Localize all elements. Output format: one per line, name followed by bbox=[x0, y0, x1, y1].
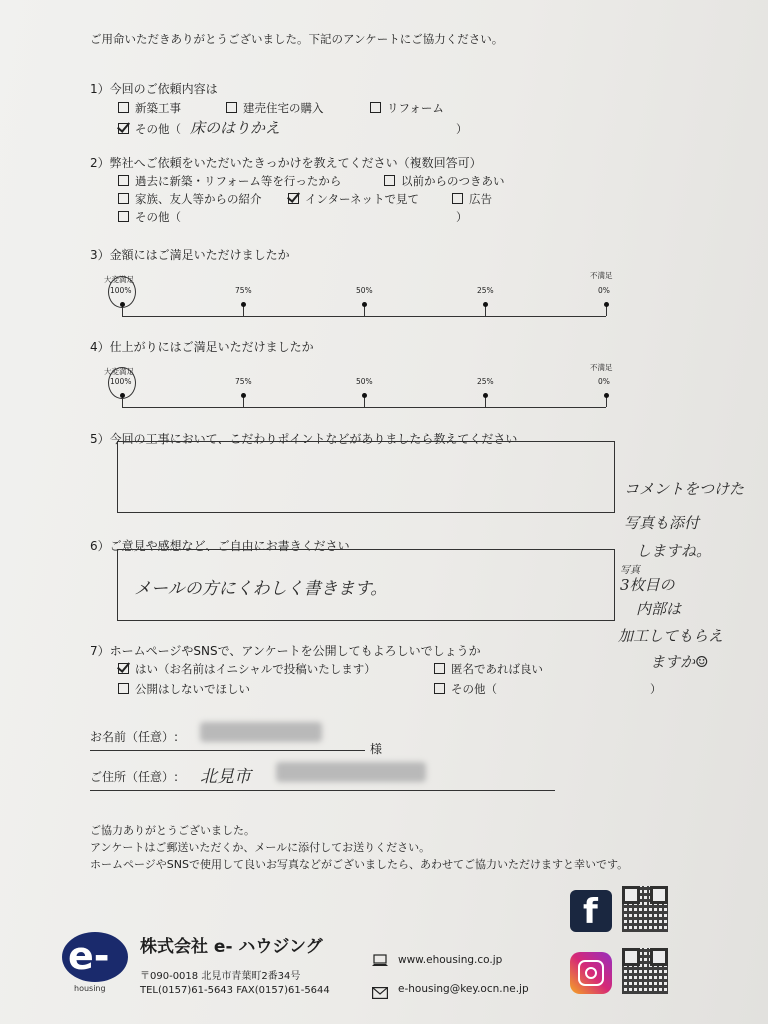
q5-answer-box[interactable] bbox=[117, 441, 615, 513]
q4-scale-line bbox=[122, 407, 606, 408]
company-website[interactable]: www.ehousing.co.jp bbox=[398, 954, 503, 966]
thanks-line-3: ホームページやSNSで使用して良いお写真などがございましたら、あわせてご協力いただけますと幸いです。 bbox=[90, 858, 629, 871]
side-note-line-1: コメントをつけた bbox=[624, 480, 745, 498]
instagram-icon[interactable] bbox=[570, 952, 612, 994]
side-note-line-7: 加工してもらえ bbox=[618, 627, 724, 645]
q4-title: 4）仕上がりにはご満足いただけましたか bbox=[90, 340, 314, 354]
q5-title: 5）今回の工事において、こだわりポイントなどがありましたら教えてください bbox=[90, 432, 518, 446]
q3-top-right: 不満足 bbox=[590, 271, 613, 280]
address-handwritten: 北見市 bbox=[200, 767, 251, 787]
logo-letter: e- bbox=[68, 934, 110, 978]
company-address: 〒090-0018 北見市青葉町2番34号 bbox=[140, 971, 301, 982]
name-redacted bbox=[200, 722, 322, 742]
q2-checkbox-5[interactable] bbox=[118, 211, 129, 222]
name-label: お名前（任意）: bbox=[90, 730, 179, 744]
q7-checkbox-3[interactable] bbox=[434, 683, 445, 694]
name-suffix: 様 bbox=[370, 742, 383, 756]
q1-title: 1）今回のご依頼内容は bbox=[90, 82, 218, 96]
side-note-line-2: 写真も添付 bbox=[624, 514, 700, 532]
thanks-line-2: アンケートはご郵送いただくか、メールに添付してお送りください。 bbox=[90, 841, 431, 854]
q7-checkbox-1[interactable] bbox=[434, 663, 445, 674]
q2-option-referral[interactable]: 家族、友人等からの紹介 bbox=[118, 192, 262, 206]
q4-selection-circle bbox=[108, 367, 136, 399]
envelope-icon bbox=[372, 984, 388, 996]
intro-text: ご用命いただきありがとうございました。下記のアンケートにご協力ください。 bbox=[90, 32, 504, 46]
q7-checkbox-2[interactable] bbox=[118, 683, 129, 694]
q2-checkbox-3[interactable] bbox=[288, 193, 299, 204]
logo-sub: housing bbox=[74, 984, 106, 993]
facebook-qr-code bbox=[622, 886, 668, 932]
q2-checkbox-0[interactable] bbox=[118, 175, 129, 186]
q1-checkbox-1[interactable] bbox=[226, 102, 237, 113]
company-email[interactable]: e-housing@key.ocn.ne.jp bbox=[398, 983, 529, 995]
q1-option-ready-built[interactable]: 建売住宅の購入 bbox=[226, 101, 324, 115]
thanks-line-1: ご協力ありがとうございました。 bbox=[90, 824, 255, 837]
q2-checkbox-2[interactable] bbox=[118, 193, 129, 204]
q3-tick-label-2: 50% bbox=[356, 286, 373, 295]
side-note-line-4: 写真 bbox=[620, 565, 640, 576]
q6-handwritten: メールの方にくわしく書きます。 bbox=[134, 579, 388, 599]
q3-selection-circle bbox=[108, 276, 136, 308]
q2-option-internet[interactable]: インターネットで見て bbox=[288, 192, 419, 206]
side-note-line-3: しますね。 bbox=[636, 542, 712, 560]
q6-title: 6）ご意見や感想など、ご自由にお書きください bbox=[90, 539, 350, 553]
name-underline bbox=[90, 750, 365, 751]
q1-checkbox-0[interactable] bbox=[118, 102, 129, 113]
side-note-line-8: ますか☺ bbox=[650, 653, 709, 671]
q2-other-close: ） bbox=[456, 210, 468, 224]
q3-tick-dot-4 bbox=[604, 302, 609, 307]
q2-option-ad[interactable]: 広告 bbox=[452, 192, 492, 206]
q4-tick-label-4: 0% bbox=[598, 377, 610, 386]
facebook-icon[interactable]: f bbox=[570, 890, 612, 932]
q3-scale-line bbox=[122, 316, 606, 317]
q7-option-no[interactable]: 公開はしないでほしい bbox=[118, 682, 250, 696]
company-tel-fax: TEL(0157)61-5643 FAX(0157)61-5644 bbox=[140, 985, 330, 996]
q3-tick-dot-3 bbox=[483, 302, 488, 307]
q1-option-reform[interactable]: リフォーム bbox=[370, 101, 444, 115]
q1-handwritten-other: 床のはりかえ bbox=[190, 119, 281, 137]
q2-option-other[interactable]: その他（ bbox=[118, 210, 181, 224]
company-logo bbox=[62, 932, 128, 992]
instagram-qr-code bbox=[622, 948, 668, 994]
q2-checkbox-1[interactable] bbox=[384, 175, 395, 186]
q1-option-new-build[interactable]: 新築工事 bbox=[118, 101, 181, 115]
side-note-line-5: 3枚目の bbox=[620, 576, 675, 594]
q4-tick-label-1: 75% bbox=[235, 377, 252, 386]
q4-tick-dot-4 bbox=[604, 393, 609, 398]
q7-option-yes[interactable]: はい（お名前はイニシャルで投稿いたします） bbox=[118, 662, 376, 676]
q3-tick-label-0: 100% bbox=[110, 286, 132, 295]
address-redacted bbox=[276, 762, 426, 782]
q7-other-close: ） bbox=[650, 682, 662, 696]
q1-option-other[interactable]: その他（ bbox=[118, 122, 181, 136]
q4-top-right: 不満足 bbox=[590, 363, 613, 372]
q2-option-acquaintance[interactable]: 以前からのつきあい bbox=[384, 174, 505, 188]
q4-tick-label-0: 100% bbox=[110, 377, 132, 386]
q4-tick-label-2: 50% bbox=[356, 377, 373, 386]
q3-tick-label-1: 75% bbox=[235, 286, 252, 295]
side-note-line-6: 内部は bbox=[636, 600, 682, 618]
q3-title: 3）金額にはご満足いただけましたか bbox=[90, 248, 290, 262]
q1-other-close: ） bbox=[456, 122, 468, 136]
q3-tick-label-4: 0% bbox=[598, 286, 610, 295]
q3-tick-dot-2 bbox=[362, 302, 367, 307]
q7-option-other[interactable]: その他（ bbox=[434, 682, 497, 696]
q3-top-left: 大変満足 bbox=[104, 275, 134, 284]
q2-checkbox-4[interactable] bbox=[452, 193, 463, 204]
q3-tick-dot-1 bbox=[241, 302, 246, 307]
address-underline bbox=[90, 790, 555, 791]
laptop-icon bbox=[372, 953, 388, 967]
q7-title: 7）ホームページやSNSで、アンケートを公開してもよろしいでしょうか bbox=[90, 644, 481, 658]
q4-tick-dot-1 bbox=[241, 393, 246, 398]
q3-tick-label-3: 25% bbox=[477, 286, 494, 295]
q1-checkbox-2[interactable] bbox=[370, 102, 381, 113]
q4-top-left: 大変満足 bbox=[104, 367, 134, 376]
q2-title: 2）弊社へご依頼をいただいたきっかけを教えてください（複数回答可） bbox=[90, 156, 482, 170]
q4-tick-dot-3 bbox=[483, 393, 488, 398]
q4-tick-dot-2 bbox=[362, 393, 367, 398]
address-label: ご住所（任意）: bbox=[90, 770, 179, 784]
q7-option-anonymous[interactable]: 匿名であれば良い bbox=[434, 662, 543, 676]
q7-checkbox-0[interactable] bbox=[118, 663, 129, 674]
company-name: 株式会社 e- ハウジング bbox=[140, 937, 323, 957]
q1-checkbox-3[interactable] bbox=[118, 123, 129, 134]
q4-tick-label-3: 25% bbox=[477, 377, 494, 386]
q2-option-past-work[interactable]: 過去に新築・リフォーム等を行ったから bbox=[118, 174, 341, 188]
